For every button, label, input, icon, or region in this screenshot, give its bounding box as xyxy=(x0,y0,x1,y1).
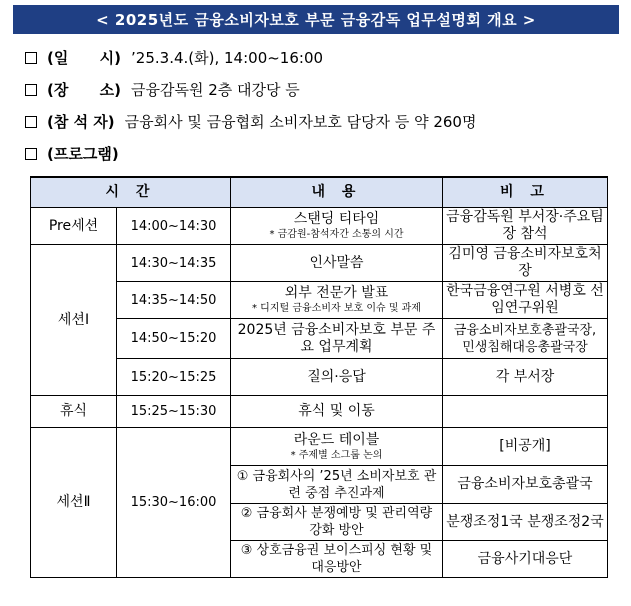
checkbox-icon xyxy=(25,84,37,96)
table-row xyxy=(31,428,608,466)
content-title: 라운드 테이블 xyxy=(293,431,380,448)
header-time: 시 간 xyxy=(31,177,231,208)
note-cell: 한국금융연구원 서병호 선임연구위원 xyxy=(443,282,608,319)
table-row xyxy=(31,396,608,428)
note-cell: 각 부서장 xyxy=(443,359,608,396)
info-value: ’25.3.4.(화), 14:00~16:00 xyxy=(131,49,324,67)
header-content: 내 용 xyxy=(231,177,443,208)
session-label: 세션Ⅰ xyxy=(31,245,117,396)
note-cell xyxy=(443,396,608,428)
info-key: (참 석 자) xyxy=(47,113,115,131)
checkbox-icon xyxy=(25,148,37,160)
info-key: (장 소) xyxy=(47,81,122,99)
content-cell xyxy=(231,428,443,466)
note-cell: [비공개] xyxy=(443,428,608,466)
table-header-row xyxy=(31,177,608,208)
table-row xyxy=(31,282,608,319)
time-cell: 14:00~14:30 xyxy=(117,208,231,245)
time-cell: 15:30~16:00 xyxy=(117,428,231,578)
time-cell: 15:25~15:30 xyxy=(117,396,231,428)
note-cell: 분쟁조정1국 분쟁조정2국 xyxy=(443,504,608,541)
content-cell: 인사말씀 xyxy=(231,245,443,282)
info-program-row xyxy=(25,143,119,164)
topic-cell: ② 금융회사 분쟁예방 및 관리역량 강화 방안 xyxy=(231,504,443,541)
checkbox-icon xyxy=(25,116,37,128)
info-place-row xyxy=(25,79,300,100)
program-table xyxy=(30,176,608,578)
topic-cell: ① 금융회사의 ’25년 소비자보호 관련 중점 추진과제 xyxy=(231,466,443,504)
table-row xyxy=(31,359,608,396)
page-title: < 2025년도 금융소비자보호 부문 금융감독 업무설명회 개요 > xyxy=(13,5,619,34)
note-cell: 금융소비자보호총괄국장, 민생침해대응총괄국장 xyxy=(443,319,608,359)
note-cell: 금융감독원 부서장·주요팀장 참석 xyxy=(443,208,608,245)
table-row xyxy=(31,319,608,359)
note-cell: 금융사기대응단 xyxy=(443,541,608,578)
content-cell: 질의·응답 xyxy=(231,359,443,396)
info-key: (프로그램) xyxy=(47,145,119,163)
table-row xyxy=(31,208,608,245)
time-cell: 15:20~15:25 xyxy=(117,359,231,396)
info-value: 금융감독원 2층 대강당 등 xyxy=(131,81,300,99)
content-title: 스탠딩 티타임 xyxy=(293,211,380,227)
session-label: Pre세션 xyxy=(31,208,117,245)
content-title: 외부 전문가 발표 xyxy=(284,285,389,301)
content-note: * 주제별 소그룹 논의 xyxy=(290,449,383,461)
info-attendees-row xyxy=(25,111,476,132)
content-note: * 금감원-참석자간 소통의 시간 xyxy=(269,229,404,240)
topic-cell: ③ 상호금융권 보이스피싱 현황 및 대응방안 xyxy=(231,541,443,578)
time-cell: 14:50~15:20 xyxy=(117,319,231,359)
info-value: 금융회사 및 금융협회 소비자보호 담당자 등 약 260명 xyxy=(124,113,477,131)
info-date-row xyxy=(25,47,323,68)
session-label: 세션Ⅱ xyxy=(31,428,117,578)
note-cell: 김미영 금융소비자보호처장 xyxy=(443,245,608,282)
time-cell: 14:35~14:50 xyxy=(117,282,231,319)
content-cell xyxy=(231,208,443,245)
info-key: (일 시) xyxy=(47,49,122,67)
content-cell xyxy=(231,282,443,319)
table-row xyxy=(31,245,608,282)
session-label: 휴식 xyxy=(31,396,117,428)
content-cell: 휴식 및 이동 xyxy=(231,396,443,428)
checkbox-icon xyxy=(25,52,37,64)
content-cell: 2025년 금융소비자보호 부문 주요 업무계획 xyxy=(231,319,443,359)
time-cell: 14:30~14:35 xyxy=(117,245,231,282)
note-cell: 금융소비자보호총괄국 xyxy=(443,466,608,504)
header-note: 비 고 xyxy=(443,177,608,208)
content-note: * 디지털 금융소비자 보호 이슈 및 과제 xyxy=(252,303,421,314)
